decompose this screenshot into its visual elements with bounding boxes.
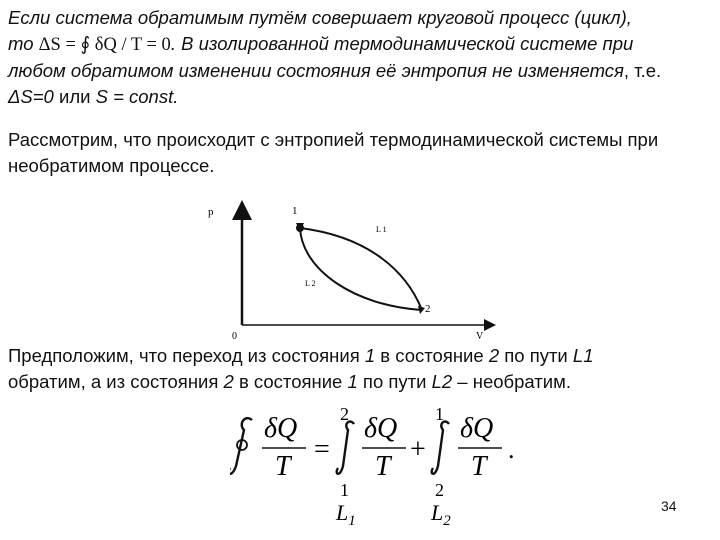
integral-formula: [230, 400, 530, 530]
state-2-arrow: [418, 306, 425, 314]
formula-period: .: [508, 435, 515, 464]
term-2-denominator: T: [375, 451, 391, 482]
path-l2-ref: L2: [431, 370, 453, 392]
term-1-numerator: δQ: [264, 413, 298, 444]
intro-line-1: Если система обратимым путём совершает круговой процесс (цикл),: [8, 7, 632, 28]
assumption-text-5: в состояние: [233, 370, 348, 392]
term-2-numerator: δQ: [364, 413, 398, 444]
state-1-ref-b: 1: [347, 370, 358, 392]
irreversible-line-2: необратимом процессе.: [8, 154, 215, 176]
p-axis-label: p: [208, 206, 214, 218]
cyclic-entropy-equation: ΔS = ∮ δQ / T = 0: [38, 34, 171, 55]
intro-line-3-end: , т.е.: [623, 60, 662, 81]
integral-2-sign: [432, 422, 449, 474]
integral-1-sign: [337, 422, 354, 474]
l1-label: L 1: [376, 225, 387, 234]
integral-2-lower-limit: 2: [435, 480, 444, 500]
origin-label: 0: [232, 331, 237, 342]
integral-1-path: $L_1$: [336, 500, 356, 529]
plus-sign: +: [410, 434, 426, 465]
path-l1-ref: L1: [572, 345, 594, 366]
state-2-ref-b: 2: [223, 370, 234, 392]
v-axis-label: V: [476, 331, 484, 342]
state-2-label: 2: [425, 303, 431, 315]
assumption-text-4: обратим, а из состояния: [8, 370, 224, 392]
irreversible-paragraph: [8, 127, 708, 178]
intro-line-3-start: любом обратимом изменении состояния её энтропия не изменяется: [8, 60, 624, 81]
slide-number: 34: [661, 498, 677, 514]
pv-diagram: [200, 198, 510, 346]
intro-paragraph: [8, 5, 708, 109]
irreversible-line-1: Рассмотрим, что происходит с энтропией термодинамической системы при: [8, 129, 659, 150]
equals-sign: =: [314, 434, 330, 465]
state-2-ref: 2: [488, 345, 500, 366]
term-1-denominator: T: [275, 451, 291, 482]
intro-line-2-start: то: [8, 32, 39, 54]
delta-s-zero: ΔS=0: [8, 85, 54, 107]
integral-2-path: $L_2$: [431, 500, 451, 529]
s-const: S = const.: [95, 85, 179, 107]
term-3-denominator: T: [471, 451, 487, 482]
contour-integral-sign: [230, 418, 252, 474]
assumption-paragraph: [8, 343, 708, 394]
integral-1-upper-limit: 2: [340, 404, 349, 424]
intro-line-2-end: . В изолированной термодинамической системе при: [170, 32, 634, 54]
state-1-ref: 1: [364, 345, 376, 366]
assumption-text-1: Предположим, что переход из состояния: [8, 345, 365, 366]
state-1-label: 1: [292, 205, 298, 217]
l2-label: L 2: [305, 279, 316, 288]
assumption-text-2: в состояние: [375, 345, 489, 366]
assumption-text-7: – необратим.: [452, 370, 571, 392]
assumption-text-6: по пути: [357, 370, 432, 392]
integral-1-lower-limit: 1: [340, 480, 349, 500]
path-l2-curve: [300, 228, 422, 310]
term-3-numerator: δQ: [460, 413, 494, 444]
or-word: или: [53, 85, 96, 107]
integral-2-upper-limit: 1: [435, 404, 444, 424]
assumption-text-3: по пути: [499, 345, 573, 366]
